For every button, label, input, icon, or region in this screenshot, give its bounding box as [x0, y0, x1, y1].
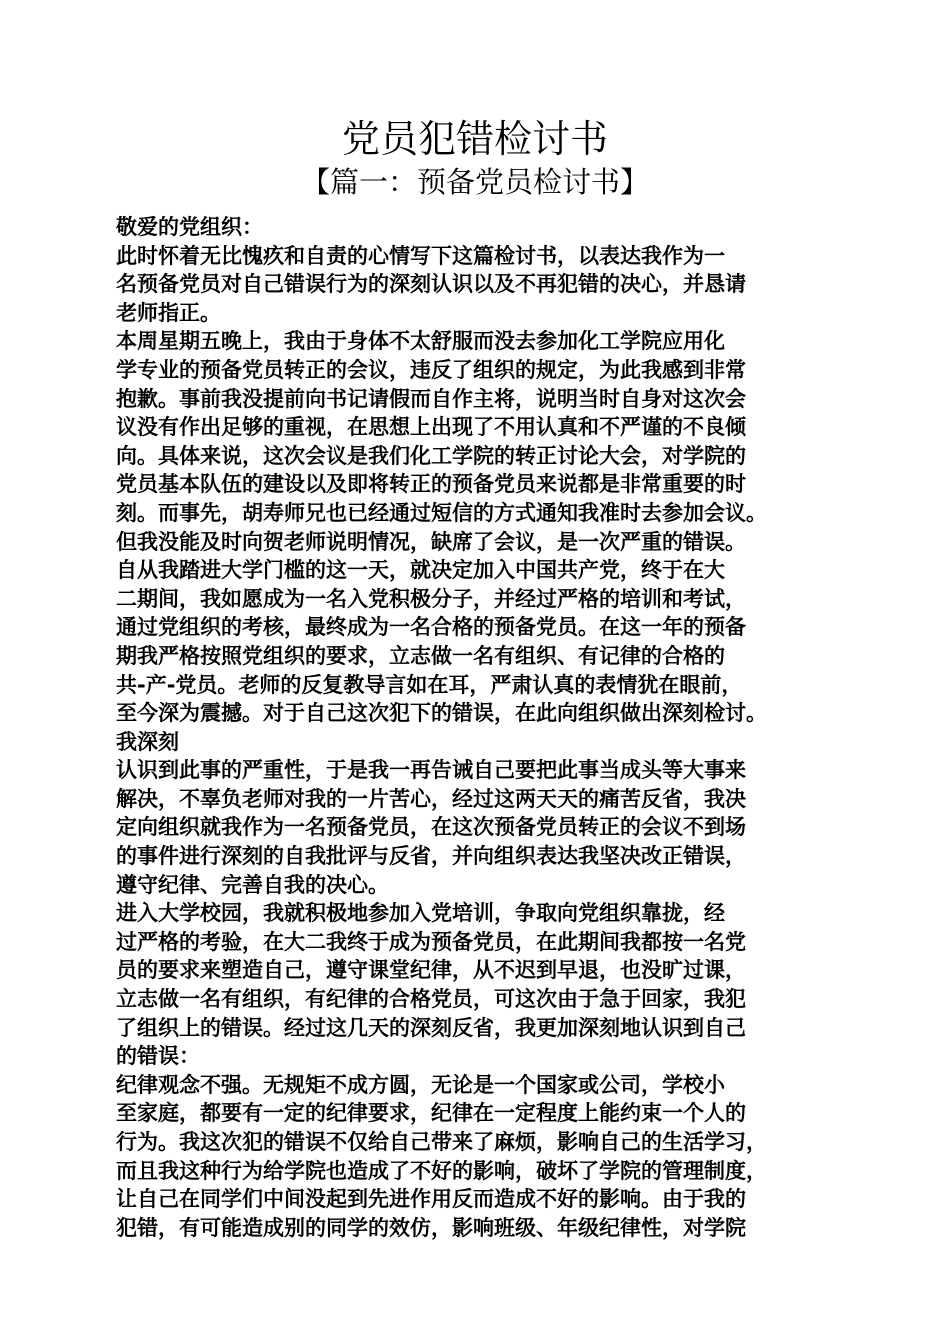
body-line: 了组织上的错误。经过这几天的深刻反省，我更加深刻地认识到自己: [116, 1015, 746, 1040]
body-line: 党员基本队伍的建设以及即将转正的预备党员来说都是非常重要的时: [116, 472, 746, 497]
body-line: 我深刻: [116, 729, 179, 754]
body-line: 立志做一名有组织，有纪律的合格党员，可这次由于急于回家，我犯: [116, 987, 746, 1012]
body-line: 自从我踏进大学门槛的这一天，就决定加入中国共产党，终于在大: [116, 558, 725, 583]
body-line: 共-产-党员。老师的反复教导言如在耳，严肃认真的表情犹在眼前，: [116, 672, 743, 697]
body-line: 至今深为震撼。对于自己这次犯下的错误，在此向组织做出深刻检讨。: [116, 701, 767, 726]
body-line: 名预备党员对自己错误行为的深刻认识以及不再犯错的决心，并恳请: [116, 272, 746, 297]
body-line: 老师指正。: [116, 300, 221, 325]
body-line: 学专业的预备党员转正的会议，违反了组织的规定，为此我感到非常: [116, 357, 746, 382]
body-line: 通过党组织的考核，最终成为一名合格的预备党员。在这一年的预备: [116, 615, 746, 640]
body-line: 至家庭，都要有一定的纪律要求，纪律在一定程度上能约束一个人的: [116, 1101, 746, 1126]
body-line: 本周星期五晚上，我由于身体不太舒服而没去参加化工学院应用化: [116, 329, 725, 354]
body-line: 但我没能及时向贺老师说明情况，缺席了会议，是一次严重的错误。: [116, 529, 746, 554]
body-line: 期我严格按照党组织的要求，立志做一名有组织、有记律的合格的: [116, 643, 725, 668]
body-line: 二期间，我如愿成为一名入党积极分子，并经过严格的培训和考试，: [116, 586, 746, 611]
body-line: 过严格的考验，在大二我终于成为预备党员，在此期间我都按一名党: [116, 929, 746, 954]
body-line: 认识到此事的严重性，于是我一再告诫自己要把此事当成头等大事来: [116, 758, 746, 783]
body-line: 抱歉。事前我没提前向书记请假而自作主将，说明当时自身对这次会: [116, 386, 746, 411]
body-line: 遵守纪律、完善自我的决心。: [116, 872, 389, 897]
body-line: 向。具体来说，这次会议是我们化工学院的转正讨论大会，对学院的: [116, 443, 746, 468]
body-line: 定向组织就我作为一名预备党员，在这次预备党员转正的会议不到场: [116, 815, 746, 840]
body-line: 解决，不辜负老师对我的一片苦心，经过这两天天的痛苦反省，我决: [116, 786, 746, 811]
body-line: 行为。我这次犯的错误不仅给自己带来了麻烦，影响自己的生活学习，: [116, 1130, 767, 1154]
body-line: 进入大学校园，我就积极地参加入党培训，争取向党组织靠拢，经: [116, 901, 725, 926]
body-line: 此时怀着无比愧疚和自责的心情写下这篇检讨书，以表达我作为一: [116, 243, 725, 268]
body-line: 敬爱的党组织：: [116, 215, 263, 239]
body-line: 员的要求来塑造自己，遵守课堂纪律，从不迟到早退，也没旷过课，: [116, 958, 746, 983]
body-line: 的错误：: [116, 1044, 200, 1069]
document-subtitle: 【篇一：预备党员检讨书】: [300, 165, 649, 199]
body-line: 让自己在同学们中间没起到先进作用反而造成不好的影响。由于我的: [116, 1187, 746, 1212]
body-line: 刻。而事先，胡寿师兄也已经通过短信的方式通知我准时去参加会议。: [116, 500, 767, 525]
body-line: 议没有作出足够的重视，在思想上出现了不用认真和不严谨的不良倾: [116, 415, 746, 440]
document-title: 党员犯错检讨书: [341, 117, 608, 161]
body-line: 犯错，有可能造成别的同学的效仿，影响班级、年级纪律性，对学院: [116, 1215, 746, 1240]
body-line: 纪律观念不强。无规矩不成方圆，无论是一个国家或公司，学校小: [116, 1072, 725, 1097]
body-line: 的事件进行深刻的自我批评与反省，并向组织表达我坚决改正错误，: [116, 844, 746, 869]
body-line: 而且我这种行为给学院也造成了不好的影响，破坏了学院的管理制度，: [116, 1158, 767, 1183]
document-body: [116, 213, 852, 1242]
